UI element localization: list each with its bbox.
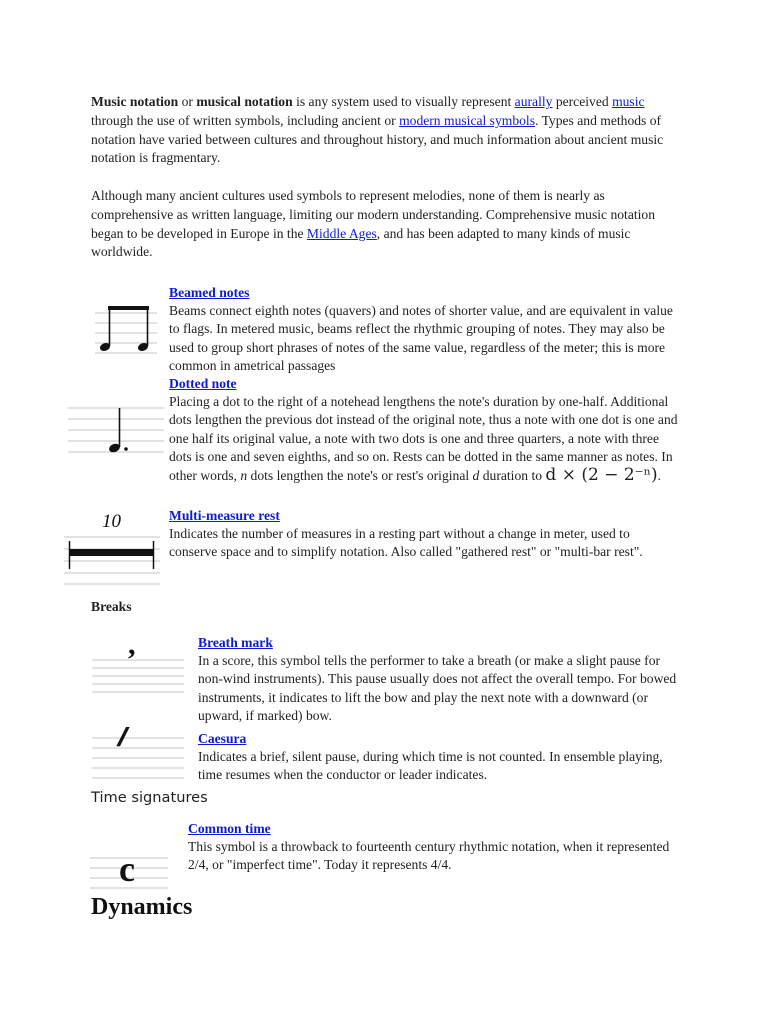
link-beamed-notes[interactable]: Beamed notes	[169, 285, 250, 300]
link-modern-musical-symbols[interactable]: modern musical symbols	[399, 112, 536, 128]
link-dotted-note[interactable]: Dotted note	[169, 376, 237, 391]
entry-multi-measure-rest	[169, 507, 681, 562]
entry-description: In a score, this symbol tells the performer to take a breath (or make a slight pause for non-wind instruments). This pause usually does not affect the overall tempo. For bowed instruments, it indicates to lift the bow and play the next note with a downward (or upward, if marked) bow.	[198, 653, 677, 723]
dotted-quarter-note-icon	[68, 396, 164, 460]
entry-description: Placing a dot to the right of a notehead lengthens the note's duration by one-half. Additional dots lengthen the previous dot instead of the original note, thus a note with one dot is one and one half its original value, a note with two dots is one and three quarters, a note with three dots is one and seven eighths, and so on. Rests can be dotted in the same manner as notes. In other words,	[169, 394, 678, 484]
intro-paragraph-2	[91, 187, 681, 262]
breath-mark-icon	[92, 628, 184, 694]
heading-time-signatures: Time signatures	[91, 789, 208, 806]
multi-measure-rest-icon	[64, 511, 160, 587]
entry-dotted-note	[169, 375, 681, 485]
link-breath-mark[interactable]: Breath mark	[198, 635, 273, 650]
term-music-notation: Music notation	[91, 94, 179, 109]
breath-mark-glyph: ,	[128, 628, 136, 661]
caesura-icon	[92, 722, 184, 786]
beamed-eighth-notes-icon	[95, 300, 157, 358]
link-aurally[interactable]: aurally	[514, 94, 553, 109]
link-music[interactable]: music	[612, 94, 645, 109]
text: through the use of written symbols, including ancient or	[91, 112, 400, 128]
text: duration to	[479, 468, 546, 484]
intro-paragraph-1	[91, 93, 681, 168]
text: .	[657, 468, 662, 484]
text: or	[178, 94, 197, 109]
rest-count: 10	[102, 511, 121, 532]
text: . Types and methods of notation have varied between cultures and throughout history, and much information about ancient music notation is fragmentary.	[91, 112, 664, 166]
variable-n: n	[240, 468, 248, 484]
heading-breaks: Breaks	[91, 599, 132, 614]
term-musical-notation: musical notation	[196, 94, 293, 109]
variable-d: d	[472, 468, 480, 484]
entry-description: Beams connect eighth notes (quavers) and notes of shorter value, and are equivalent in value to flags. In metered music, beams reflect the rhythmic grouping of notes. They may also be used to group short phrases of notes of the same value, regardless of the meter; this is more common in ametrical passages	[169, 303, 673, 373]
link-caesura[interactable]: Caesura	[198, 731, 247, 746]
entry-breath-mark	[198, 634, 682, 725]
duration-formula: d × (2 − 2⁻ⁿ)	[545, 465, 658, 486]
caesura-glyph: //	[118, 722, 122, 753]
text: perceived	[552, 94, 613, 109]
text: , and has been adapted to many kinds of music worldwide.	[91, 225, 631, 260]
link-middle-ages[interactable]: Middle Ages	[306, 225, 377, 241]
link-common-time[interactable]: Common time	[188, 821, 271, 836]
entry-common-time	[188, 820, 682, 875]
entry-description: Indicates the number of measures in a resting part without a change in meter, used to conserve space and to simplify notation. Also called "gathered rest" or "multi-bar rest".	[169, 526, 643, 560]
entry-beamed-notes	[169, 284, 681, 375]
entry-description: This symbol is a throwback to fourteenth century rhythmic notation, when it represented 2/4, or "imperfect time". Today it represents 4/4.	[188, 839, 670, 873]
text: dots lengthen the note's or rest's original	[247, 468, 473, 484]
common-time-icon	[90, 850, 168, 894]
heading-dynamics: Dynamics	[91, 894, 193, 920]
entry-description: Indicates a brief, silent pause, during which time is not counted. In ensemble playing, time resumes when the conductor or leader indicates.	[198, 749, 663, 783]
link-multi-measure-rest[interactable]: Multi-measure rest	[169, 508, 280, 523]
text: is any system used to visually represent	[292, 94, 515, 109]
entry-caesura	[198, 730, 682, 785]
text: Although many ancient cultures used symbols to represent melodies, none of them is nearly as comprehensive as written language, limiting our modern understanding. Comprehensive music notation began to be developed in Europe in the	[91, 188, 656, 241]
common-time-glyph: c	[119, 849, 135, 889]
